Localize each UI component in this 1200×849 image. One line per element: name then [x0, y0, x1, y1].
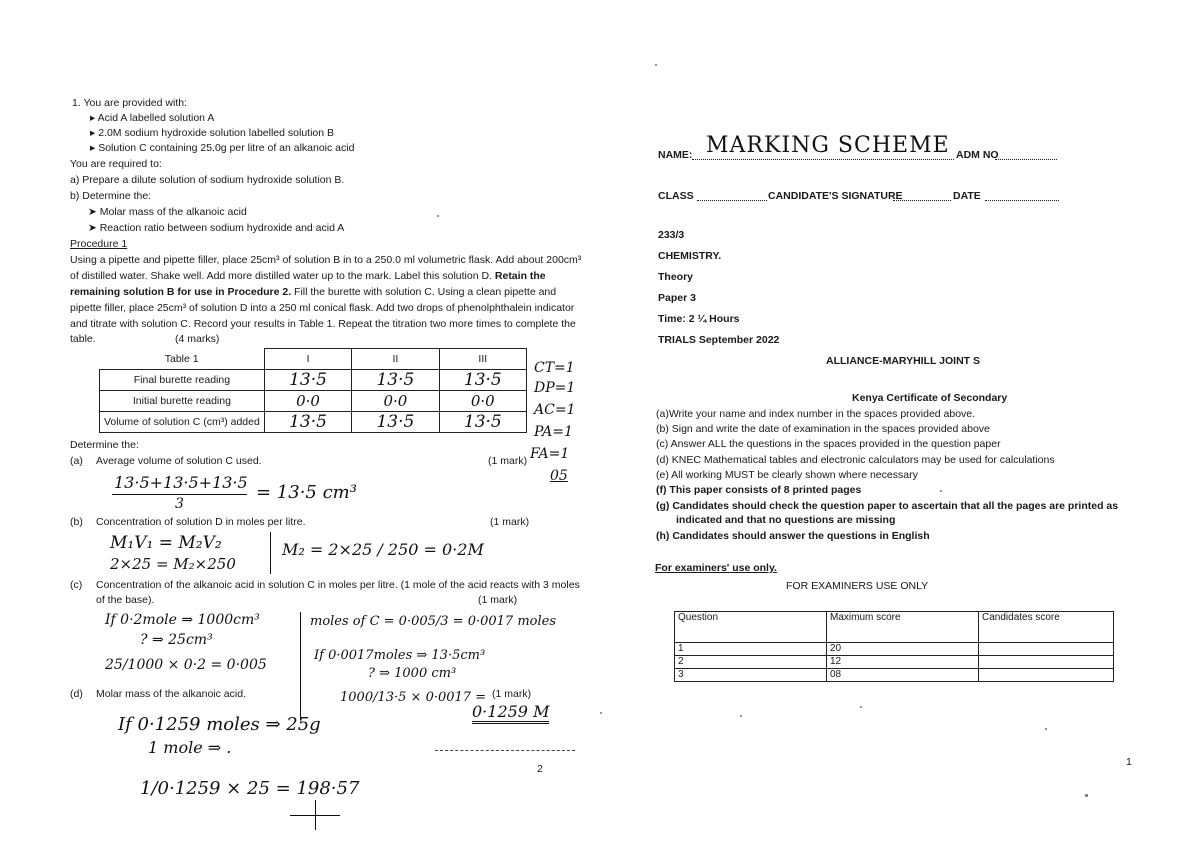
part-text: Average volume of solution C used. [96, 455, 262, 467]
side-mark: AC=1 [534, 402, 576, 418]
cell-value: 13·5 [352, 412, 439, 433]
part-text: Molar mass of the alkanoic acid. [96, 688, 246, 700]
scan-speck [1085, 794, 1088, 797]
part-marks: (1 mark) [478, 594, 518, 606]
hw-a-calc: 13·5+13·5+13·5 [114, 473, 248, 492]
paper: Paper 3 [658, 292, 696, 304]
instruction: (f) This paper consists of 8 printed pages [656, 484, 862, 496]
row-label: Volume of solution C (cm³) added [100, 412, 265, 433]
part-marks: (1 mark) [492, 688, 532, 700]
max-score-cell: 20 [827, 643, 979, 656]
titration-table [99, 348, 527, 433]
procedure-line: table. [70, 333, 96, 345]
table-header: III [439, 349, 526, 370]
date-line [985, 200, 1059, 201]
required-intro: You are required to: [70, 158, 162, 170]
table-title: Table 1 [100, 349, 265, 370]
hw-c-line: ? ⇒ 25cm³ [140, 632, 213, 648]
table-header: I [264, 349, 351, 370]
row-label: Initial burette reading [100, 391, 265, 412]
signature-label: CANDIDATE'S SIGNATURE [768, 190, 903, 202]
score-header: Maximum score [827, 612, 979, 643]
part-id: (c) [70, 579, 83, 591]
score-table [674, 611, 1114, 682]
instruction: (h) Candidates should answer the questions in English [656, 530, 930, 542]
scan-speck [1045, 728, 1047, 730]
dashed-rule [435, 750, 575, 751]
table-row [675, 656, 1114, 669]
examiners-heading: For examiners' use only. [655, 562, 777, 574]
table-row [100, 391, 527, 412]
hw-d-line: If 0·1259 moles ⇒ 25g [118, 714, 321, 735]
examiners-caption: FOR EXAMINERS USE ONLY [786, 580, 929, 592]
question-cell: 2 [675, 656, 827, 669]
procedure-line: remaining solution B for use in Procedure 2. Fill the burette with solution C. Using a clean pipette and [70, 286, 557, 298]
determine-item: ➤ Molar mass of the alkanoic acid [88, 206, 247, 218]
trials: TRIALS September 2022 [658, 334, 780, 346]
cell-value: 0·0 [439, 391, 526, 412]
adm-line [995, 159, 1057, 160]
signature-line [893, 200, 951, 201]
table-row [100, 412, 527, 433]
question-cell: 1 [675, 643, 827, 656]
hw-c-line: ? ⇒ 1000 cm³ [368, 666, 457, 681]
procedure-line: of distilled water. Shake well. Add more distilled water up to the mark. Label this solution D. Retain the [70, 270, 546, 282]
page-number-right: 1 [1126, 756, 1132, 768]
part-text: of the base). [96, 594, 155, 606]
question-cell: 3 [675, 669, 827, 682]
scan-speck [860, 706, 862, 708]
provided-item: ▸ Solution C containing 25.0g per litre of an alkanoic acid [90, 142, 355, 154]
side-mark: CT=1 [534, 360, 575, 376]
instruction: (g) Candidates should check the question paper to ascertain that all the pages are printed as [656, 500, 1119, 512]
score-header: Question [675, 612, 827, 643]
required-item: b) Determine the: [70, 190, 152, 202]
part-marks: (1 mark) [490, 516, 530, 528]
scan-speck [600, 712, 602, 714]
part-id: (a) [70, 455, 83, 467]
time: Time: 2 ¼ Hours [658, 313, 740, 325]
scan-speck [437, 215, 439, 217]
instruction: indicated and that no questions are missing [676, 514, 896, 526]
side-mark: FA=1 [530, 446, 570, 462]
instruction: (e) All working MUST be clearly shown where necessary [656, 469, 918, 481]
cell-value: 0·0 [352, 391, 439, 412]
theory: Theory [658, 271, 694, 283]
school-name: ALLIANCE-MARYHILL JOINT S [826, 355, 980, 367]
name-value: MARKING SCHEME [706, 133, 950, 158]
row-label: Final burette reading [100, 370, 265, 391]
procedure-marks: (4 marks) [175, 333, 220, 345]
hw-d-line: 1 mole ⇒ . [148, 738, 232, 757]
hw-c-line: 25/1000 × 0·2 = 0·005 [105, 657, 267, 673]
paper-code: 233/3 [658, 229, 685, 241]
instruction: (c) Answer ALL the questions in the spaces provided in the question paper [656, 438, 1001, 450]
provided-item: ▸ Acid A labelled solution A [90, 112, 215, 124]
name-line [692, 159, 954, 160]
provided-item: ▸ 2.0M sodium hydroxide solution labelled solution B [90, 127, 335, 139]
determine-item: ➤ Reaction ratio between sodium hydroxide and acid A [88, 222, 345, 234]
hw-c-line: moles of C = 0·005/3 = 0·0017 moles [310, 614, 557, 629]
side-mark-total: 05 [550, 468, 568, 484]
hw-a-den: 3 [175, 496, 184, 512]
table-row [675, 669, 1114, 682]
hw-c-result: 0·1259 M [472, 702, 549, 724]
adm-label: ADM NO [956, 149, 999, 161]
strike-mark [290, 815, 340, 816]
part-text: Concentration of the alkanoic acid in solution C in moles per litre. (1 mole of the acid reacts with 3 moles [96, 579, 580, 591]
scan-speck [740, 715, 742, 717]
hw-b-left2: 2×25 = M₂×250 [110, 555, 236, 573]
score-header: Candidates score [979, 612, 1114, 643]
required-item: a) Prepare a dilute solution of sodium hydroxide solution B. [70, 174, 345, 186]
max-score-cell: 12 [827, 656, 979, 669]
scan-speck [940, 490, 942, 492]
table-row [675, 643, 1114, 656]
page-number-left: 2 [537, 763, 543, 775]
fraction-line [112, 494, 247, 495]
part-text: Concentration of solution D in moles per litre. [96, 516, 306, 528]
instruction: (a)Write your name and index number in the spaces provided above. [656, 408, 976, 420]
part-marks: (1 mark) [488, 455, 528, 467]
hw-b-right: M₂ = 2×25 / 250 = 0·2M [282, 540, 484, 559]
class-label: CLASS [658, 190, 694, 202]
instruction: (b) Sign and write the date of examination in the spaces provided above [656, 423, 990, 435]
part-id: (d) [70, 688, 83, 700]
cell-value: 13·5 [264, 412, 351, 433]
cell-value: 13·5 [439, 370, 526, 391]
procedure-line: and titrate with solution C. Record your results in Table 1. Repeat the titration two more times to complete the [70, 318, 576, 330]
cell-value: 13·5 [264, 370, 351, 391]
side-mark: DP=1 [534, 380, 576, 396]
kcse-title: Kenya Certificate of Secondary [852, 392, 1008, 404]
hw-c-line: 1000/13·5 × 0·0017 = [340, 690, 487, 705]
max-score-cell: 08 [827, 669, 979, 682]
hw-c-line: If 0·2mole ⇒ 1000cm³ [105, 612, 260, 628]
date-label: DATE [953, 190, 981, 202]
cell-value: 0·0 [264, 391, 351, 412]
q1-intro: 1. You are provided with: [72, 97, 187, 109]
side-mark: PA=1 [534, 424, 573, 440]
instruction: (d) KNEC Mathematical tables and electronic calculators may be used for calculations [656, 454, 1055, 466]
class-line [697, 200, 767, 201]
hw-b-left1: M₁V₁ = M₂V₂ [110, 533, 222, 553]
determine-intro: Determine the: [70, 439, 139, 451]
scan-speck [655, 64, 657, 66]
procedure-title: Procedure 1 [70, 238, 128, 250]
hw-d-line: 1/0·1259 × 25 = 198·57 [140, 778, 360, 799]
candidate-score-cell [979, 656, 1114, 669]
cell-value: 13·5 [352, 370, 439, 391]
name-label: NAME: [658, 149, 693, 161]
candidate-score-cell [979, 669, 1114, 682]
divider-line [270, 532, 271, 574]
cell-value: 13·5 [439, 412, 526, 433]
divider-line [300, 612, 301, 720]
table-row [100, 370, 527, 391]
hw-a-result: = 13·5 cm³ [256, 482, 357, 503]
procedure-line: pipette filler, place 25cm³ of solution D into a 250 ml conical flask. Add two drops of phenolphthalein indicator [70, 302, 575, 314]
table-header: II [352, 349, 439, 370]
procedure-line: Using a pipette and pipette filler, place 25cm³ of solution B in to a 250.0 ml volumetric flask. Add about 200cm³ [70, 254, 582, 266]
hw-c-line: If 0·0017moles ⇒ 13·5cm³ [314, 648, 486, 663]
part-id: (b) [70, 516, 83, 528]
candidate-score-cell [979, 643, 1114, 656]
subject: CHEMISTRY. [658, 250, 722, 262]
